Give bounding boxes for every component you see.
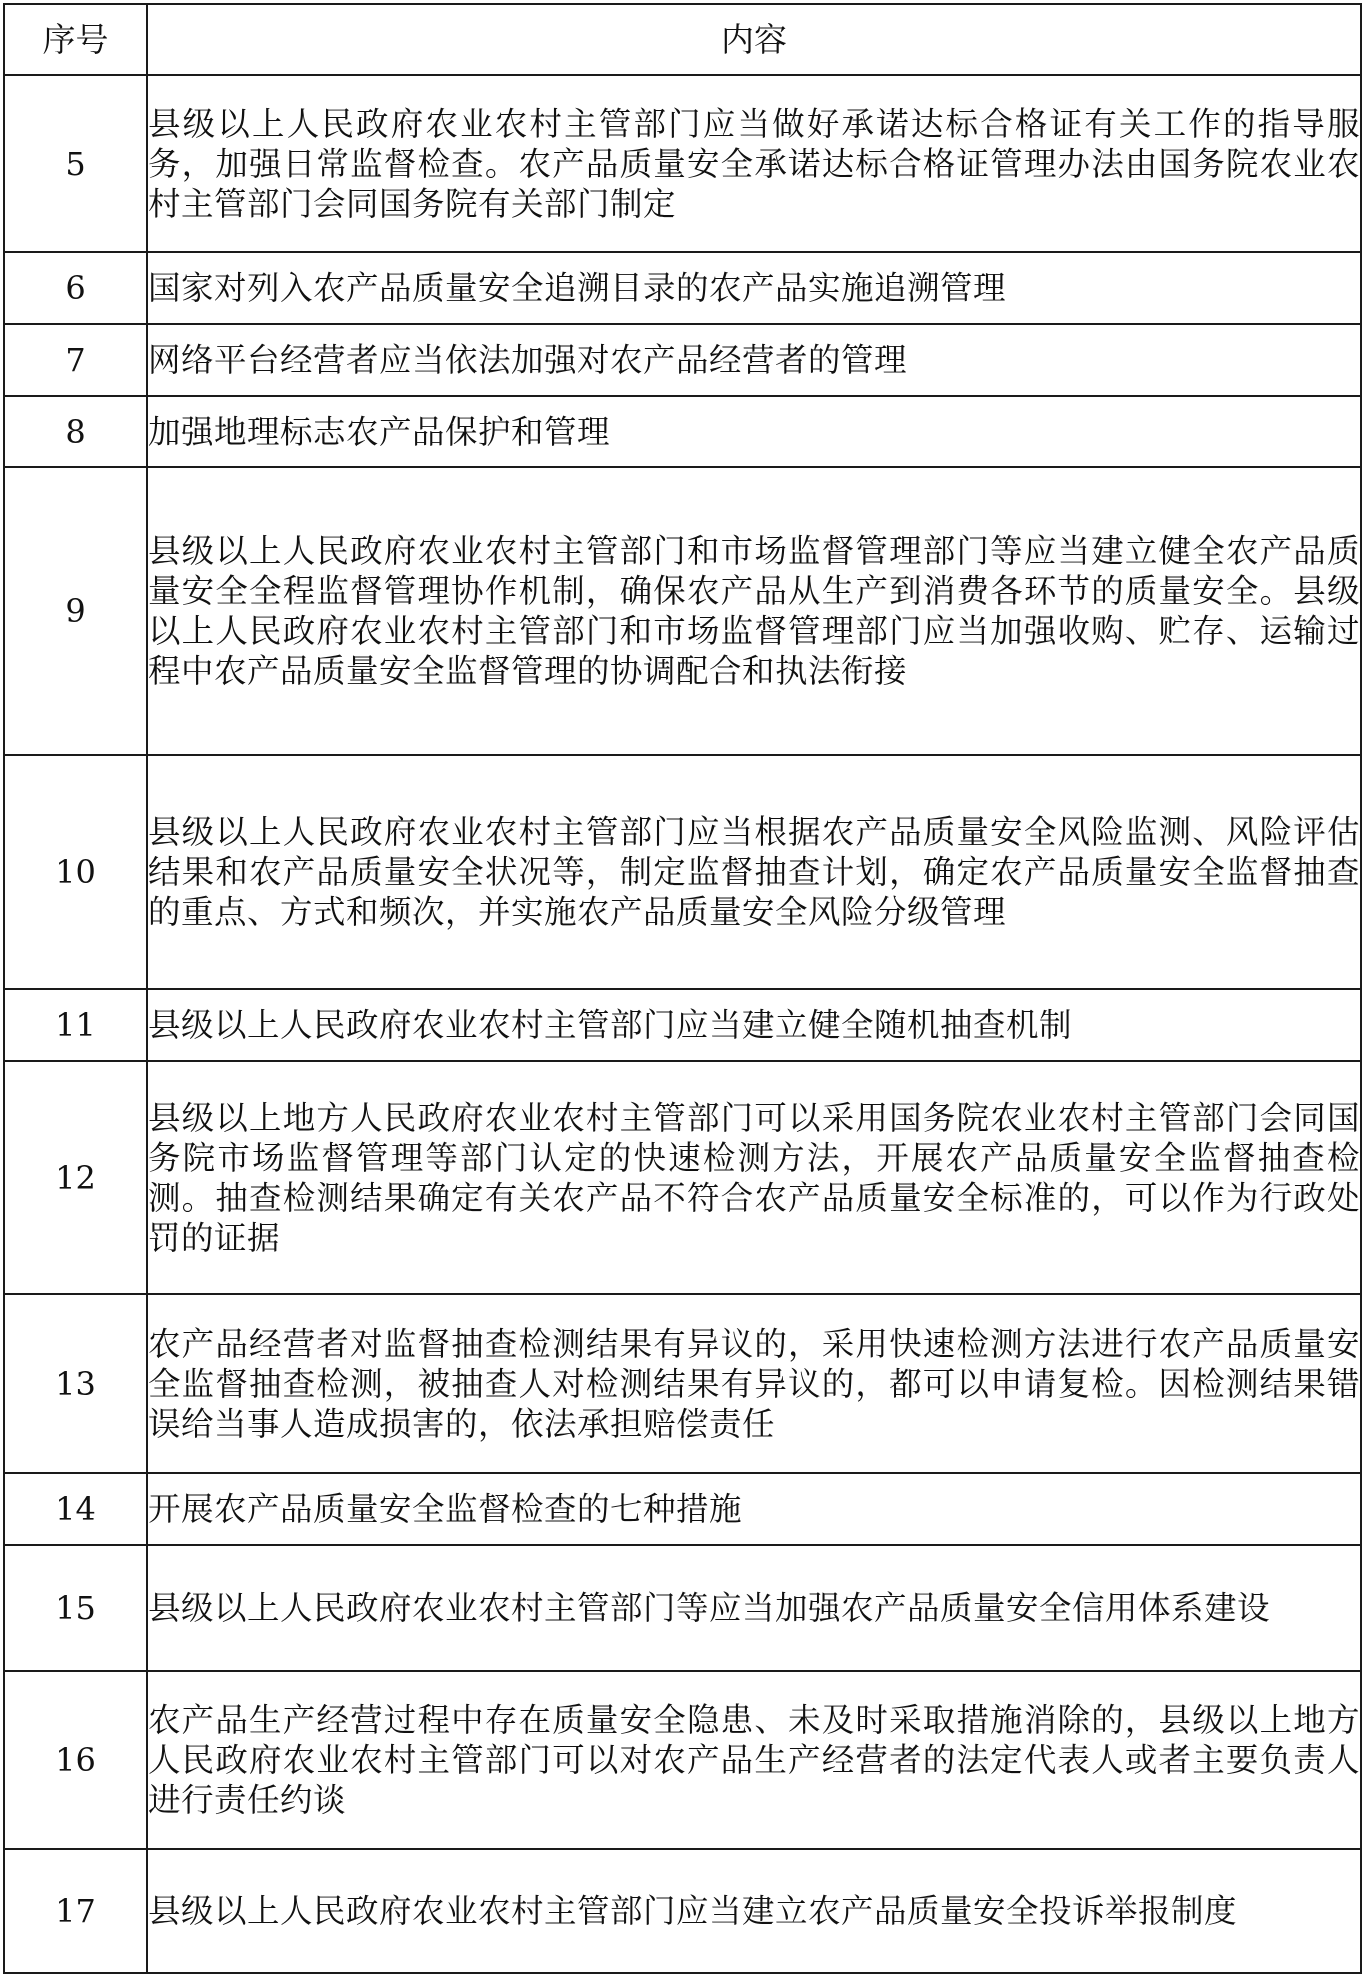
row-number: 16 — [4, 1671, 147, 1849]
table-row — [4, 252, 1361, 324]
row-number: 15 — [4, 1545, 147, 1671]
row-content: 国家对列入农产品质量安全追溯目录的农产品实施追溯管理 — [147, 252, 1361, 324]
table-row — [4, 467, 1361, 755]
row-content: 县级以上人民政府农业农村主管部门应当建立健全随机抽查机制 — [147, 989, 1361, 1061]
table-row — [4, 1061, 1361, 1294]
row-content: 农产品经营者对监督抽查检测结果有异议的，采用快速检测方法进行农产品质量安全监督抽查检测，被抽查人对检测结果有异议的，都可以申请复检。因检测结果错误给当事人造成损害的，依法承担赔偿责任 — [147, 1294, 1361, 1473]
table-header-row — [4, 4, 1361, 75]
table-row — [4, 324, 1361, 396]
row-content: 县级以上人民政府农业农村主管部门应当做好承诺达标合格证有关工作的指导服务，加强日常监督检查。农产品质量安全承诺达标合格证管理办法由国务院农业农村主管部门会同国务院有关部门制定 — [147, 75, 1361, 252]
row-content: 县级以上人民政府农业农村主管部门应当建立农产品质量安全投诉举报制度 — [147, 1849, 1361, 1973]
table-row — [4, 1294, 1361, 1473]
row-content: 加强地理标志农产品保护和管理 — [147, 396, 1361, 467]
row-content: 开展农产品质量安全监督检查的七种措施 — [147, 1473, 1361, 1545]
row-number: 10 — [4, 755, 147, 989]
row-number: 11 — [4, 989, 147, 1061]
row-content: 县级以上人民政府农业农村主管部门应当根据农产品质量安全风险监测、风险评估结果和农产品质量安全状况等，制定监督抽查计划，确定农产品质量安全监督抽查的重点、方式和频次，并实施农产品质量安全风险分级管理 — [147, 755, 1361, 989]
table-row — [4, 755, 1361, 989]
column-header-number: 序号 — [4, 4, 147, 75]
provisions-table — [3, 3, 1362, 1974]
row-content: 网络平台经营者应当依法加强对农产品经营者的管理 — [147, 324, 1361, 396]
row-number: 6 — [4, 252, 147, 324]
row-content: 县级以上人民政府农业农村主管部门等应当加强农产品质量安全信用体系建设 — [147, 1545, 1361, 1671]
row-number: 9 — [4, 467, 147, 755]
document-page — [3, 3, 1362, 1974]
table-row — [4, 989, 1361, 1061]
table-row — [4, 1473, 1361, 1545]
row-number: 8 — [4, 396, 147, 467]
table-row — [4, 396, 1361, 467]
table-row — [4, 75, 1361, 252]
row-content: 县级以上地方人民政府农业农村主管部门可以采用国务院农业农村主管部门会同国务院市场监督管理等部门认定的快速检测方法，开展农产品质量安全监督抽查检测。抽查检测结果确定有关农产品不符合农产品质量安全标准的，可以作为行政处罚的证据 — [147, 1061, 1361, 1294]
column-header-content: 内容 — [147, 4, 1361, 75]
row-number: 17 — [4, 1849, 147, 1973]
row-number: 7 — [4, 324, 147, 396]
table-row — [4, 1545, 1361, 1671]
row-number: 12 — [4, 1061, 147, 1294]
row-number: 14 — [4, 1473, 147, 1545]
row-content: 县级以上人民政府农业农村主管部门和市场监督管理部门等应当建立健全农产品质量安全全程监督管理协作机制，确保农产品从生产到消费各环节的质量安全。县级以上人民政府农业农村主管部门和市场监督管理部门应当加强收购、贮存、运输过程中农产品质量安全监督管理的协调配合和执法衔接 — [147, 467, 1361, 755]
row-content: 农产品生产经营过程中存在质量安全隐患、未及时采取措施消除的，县级以上地方人民政府农业农村主管部门可以对农产品生产经营者的法定代表人或者主要负责人进行责任约谈 — [147, 1671, 1361, 1849]
table-row — [4, 1849, 1361, 1973]
table-row — [4, 1671, 1361, 1849]
row-number: 5 — [4, 75, 147, 252]
row-number: 13 — [4, 1294, 147, 1473]
